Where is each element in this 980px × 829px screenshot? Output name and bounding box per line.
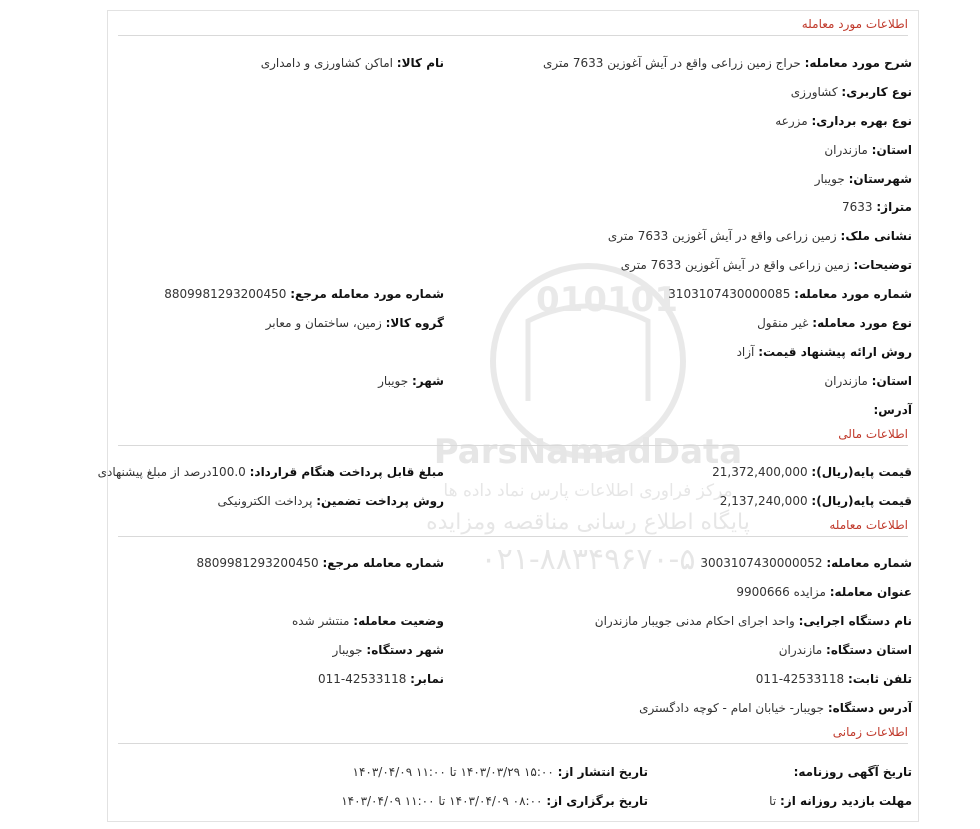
hold-date-label: تاریخ برگزاری از: [546,794,648,808]
section-header-transaction: اطلاعات معامله [118,514,908,537]
goods-group-value: زمین، ساختمان و معابر [265,316,382,330]
area-row [842,198,912,216]
province-2-value: مازندران [824,374,868,388]
base-price-2-row [720,492,912,510]
watermark-digits: 010101 [536,280,678,320]
section-header-financial: اطلاعات مالی [118,423,908,446]
deal-description-value: حراج زمین زراعی واقع در آیش آغوزین 7633 متری [543,56,801,70]
fax-label: نمابر: [410,672,444,686]
reference-item-number-value: 8809981293200450 [164,287,287,301]
org-address-value: جویبار- خیابان امام - کوچه دادگستری [639,701,825,715]
transaction-status-label: وضعیت معامله: [353,614,444,628]
address-label: آدرس: [873,403,912,417]
notes-row [621,256,912,274]
property-address-value: زمین زراعی واقع در آیش آغوزین 7633 متری [607,229,837,243]
phone-row [756,670,912,688]
notes-label: توضیحات: [853,258,912,272]
base-price-label: قیمت پایه(ریال): [811,465,912,479]
exploitation-type-value: مزرعه [775,114,808,128]
province-2-row [824,372,912,390]
fax-row [318,670,444,688]
exploitation-type-label: نوع بهره برداری: [811,114,912,128]
property-address-row [608,227,912,245]
daily-visit-value: تا [769,794,777,808]
deal-details-card [97,10,919,822]
transaction-number-label: شماره معامله: [826,556,912,570]
org-address-label: آدرس دستگاه: [827,701,912,715]
org-city-value: جویبار [332,643,363,657]
item-type-value: غیر منقول [757,316,809,330]
org-address-row [639,699,912,717]
executive-org-value: واحد اجرای احکام مدنی جویبار مازندران [594,614,795,628]
hold-date-row [341,792,648,810]
base-price-2-label: قیمت پایه(ریال): [811,494,912,508]
payable-amount-label: مبلغ قابل پرداخت هنگام قرارداد: [249,465,444,479]
goods-name-row [261,54,444,72]
executive-org-label: نام دستگاه اجرایی: [798,614,912,628]
deal-description-label: شرح مورد معامله: [804,56,912,70]
publish-date-row [353,763,648,781]
transaction-status-value: منتشر شده [291,614,350,628]
newspaper-ad-date-row [794,763,912,781]
city-value: جویبار [378,374,409,388]
base-price-value: 21,372,400,000 [712,465,808,479]
item-number-row [668,285,912,303]
org-province-label: استان دستگاه: [826,643,912,657]
hold-date-value: ۰۸:۰۰ ۱۴۰۳/۰۴/۰۹ تا ۱۱:۰۰ ۱۴۰۳/۰۴/۰۹ [341,794,543,808]
transaction-title-value: مزایده 9900666 [736,585,826,599]
transaction-number-value: 3003107430000052 [700,556,823,570]
province-value: مازندران [824,143,868,157]
publish-date-label: تاریخ انتشار از: [557,765,648,779]
bid-method-row [737,343,912,361]
org-province-row [779,641,912,659]
org-province-value: مازندران [778,643,823,657]
deal-description-row [543,54,912,72]
watermark-line2: پایگاه اطلاع رسانی مناقصه ومزایده [426,510,750,535]
org-city-row [333,641,444,659]
usage-type-value: کشاورزی [790,85,838,99]
phone-label: تلفن ثابت: [847,672,912,686]
city-row [378,372,444,390]
county-value: جویبار [814,172,845,186]
section-header-deal-info: اطلاعات مورد معامله [118,13,908,36]
publish-date-value: ۱۵:۰۰ ۱۴۰۳/۰۳/۲۹ تا ۱۱:۰۰ ۱۴۰۳/۰۴/۰۹ [352,765,554,779]
daily-visit-row [769,792,912,810]
city-label: شهر: [412,374,444,388]
province-2-label: استان: [871,374,912,388]
newspaper-ad-date-label: تاریخ آگهی روزنامه: [793,765,912,779]
executive-org-row [595,612,912,630]
reference-item-number-row [164,285,444,303]
transaction-number-row [700,554,912,572]
guarantee-method-row [218,492,444,510]
transaction-title-label: عنوان معامله: [829,585,912,599]
exploitation-type-row [775,112,912,130]
property-address-label: نشانی ملک: [840,229,912,243]
guarantee-method-value: پرداخت الکترونیکی [217,494,313,508]
base-price-row [712,463,912,481]
usage-type-label: نوع کاربری: [841,85,912,99]
item-type-row [757,314,912,332]
reference-transaction-number-value: 8809981293200450 [196,556,319,570]
payable-amount-value: 100.0درصد از مبلغ پیشنهادی [97,465,246,479]
item-number-value: 3103107430000085 [668,287,791,301]
province-label: استان: [871,143,912,157]
reference-transaction-number-label: شماره معامله مرجع: [322,556,444,570]
payable-amount-row [98,463,444,481]
fax-value: 42533118-011 [318,672,407,686]
county-label: شهرستان: [848,172,912,186]
watermark-brand: ParsNamadData [433,432,743,472]
org-city-label: شهر دستگاه: [366,643,444,657]
area-value: 7633 [842,200,873,214]
item-type-label: نوع مورد معامله: [812,316,912,330]
notes-value: زمین زراعی واقع در آیش آغوزین 7633 متری [620,258,850,272]
county-row [815,170,912,188]
transaction-status-row [292,612,444,630]
province-row [824,141,912,159]
reference-item-number-label: شماره مورد معامله مرجع: [290,287,444,301]
base-price-2-value: 2,137,240,000 [719,494,808,508]
phone-value: 42533118-011 [755,672,845,686]
transaction-title-row [736,583,912,601]
section-header-timing: اطلاعات زمانی [118,721,908,744]
bid-method-value: آزاد [736,345,755,359]
goods-name-label: نام کالا: [396,56,444,70]
guarantee-method-label: روش پرداخت تضمین: [316,494,444,508]
usage-type-row [791,83,912,101]
goods-group-label: گروه کالا: [385,316,444,330]
bid-method-label: روش ارائه پیشنهاد قیمت: [758,345,912,359]
reference-transaction-number-row [196,554,444,572]
goods-name-value: اماکن کشاورزی و دامداری [260,56,393,70]
goods-group-row [266,314,444,332]
area-label: متراژ: [876,200,912,214]
daily-visit-label: مهلت بازدید روزانه از: [780,794,912,808]
watermark-line1: مرکز فراوری اطلاعات پارس نماد داده ها [443,481,733,501]
address-row [873,401,912,419]
item-number-label: شماره مورد معامله: [794,287,912,301]
watermark-phone: ۰۲۱-۸۸۳۴۹۶۷۰-۵ [480,542,696,577]
